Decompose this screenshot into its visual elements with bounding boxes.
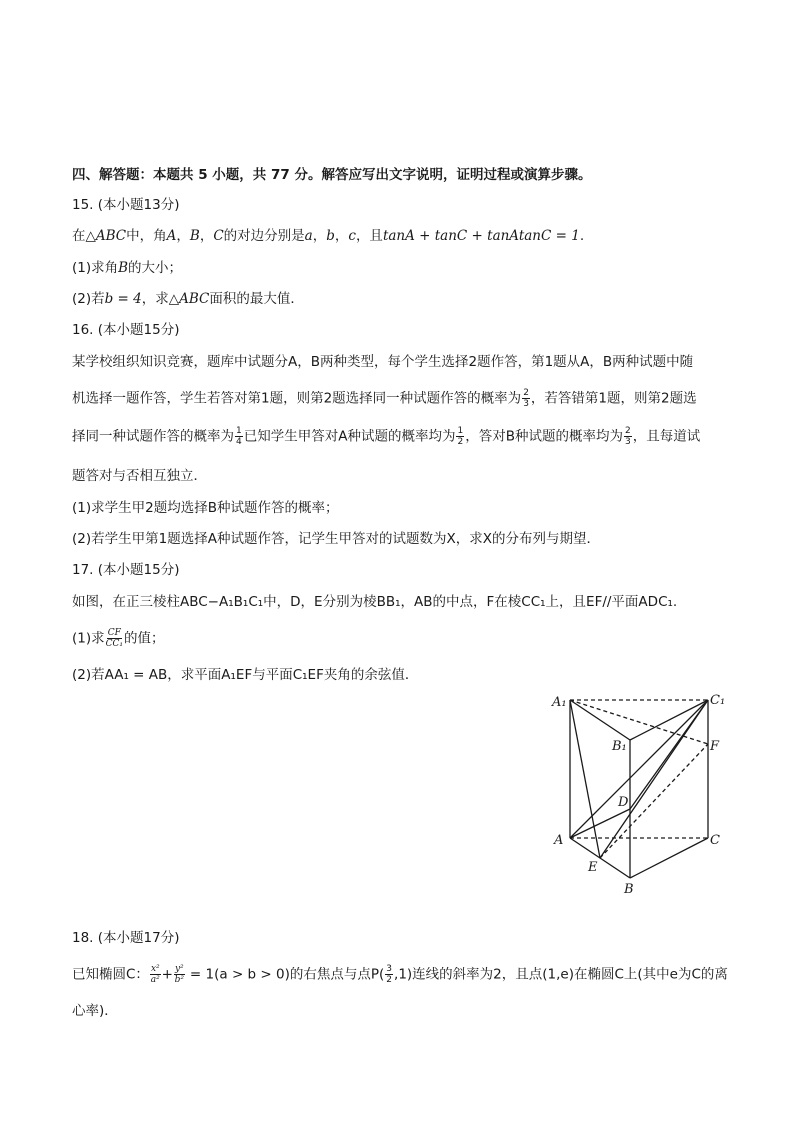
- q18-stem-cont: 心率)．: [72, 1003, 118, 1019]
- q16-header: 16. (本小题15分): [72, 322, 180, 338]
- edge-B1C1: [630, 700, 708, 740]
- q15-part2-eq: b = 4: [104, 291, 142, 307]
- frac-den: b²: [174, 975, 184, 985]
- edge-A1B1: [570, 700, 630, 740]
- q15-equation: tanA + tanC + tanAtanC = 1: [382, 228, 580, 244]
- q16-fraction: [624, 426, 632, 447]
- q15-part2-text: ，求: [141, 291, 169, 307]
- label-D: D: [618, 795, 629, 810]
- q16-line4: 题答对与否相互独立．: [72, 468, 207, 484]
- frac-den: 2: [386, 975, 393, 985]
- frac-den: 3: [523, 399, 529, 409]
- q15-stem-text: 的对边分别是: [223, 228, 305, 244]
- frac-num: CF: [107, 628, 121, 638]
- q18-header: 18. (本小题17分): [72, 930, 180, 946]
- q17-part1-text: (1)求: [72, 630, 105, 647]
- q16-fraction: [456, 426, 464, 447]
- q17-fraction: [106, 628, 123, 649]
- q16-fraction: [235, 426, 243, 447]
- frac-den: 4: [236, 437, 242, 447]
- q15-part2: [72, 289, 304, 309]
- label-C: C: [710, 833, 720, 848]
- frac-den: a²: [150, 975, 160, 985]
- q15-stem: 在△ABC中，角A，B，C的对边分别是a，b，c，且tanA + tanC + tanAtanC = 1.: [72, 228, 585, 244]
- frac-num: 2: [523, 388, 529, 398]
- q16-line1: 某学校组织知识竞赛，题库中试题分A，B两种类型，每个学生选择2题作答，第1题从A，B两种试题中随: [72, 354, 694, 370]
- frac-den: CC₁: [105, 639, 124, 649]
- q18-fraction-x: [150, 964, 161, 985]
- q16-line3-text: 已知学生甲答对A种试题的概率均为: [243, 428, 456, 445]
- label-A: A: [554, 833, 564, 848]
- label-A1: A₁: [552, 695, 567, 710]
- q15-stem-end: .: [579, 228, 585, 244]
- frac-den: 3: [624, 437, 631, 447]
- q18-stem-text: = 1(a > b > 0)的右焦点与点P(: [185, 966, 385, 983]
- line-EF: [600, 744, 708, 858]
- q16-line3-text: 择同一种试题作答的概率为: [72, 428, 234, 445]
- q16-line3-text: ，且每道试: [632, 428, 701, 445]
- frac-num: 3: [386, 964, 393, 974]
- q15-part1-var: B: [118, 260, 129, 276]
- q18-fraction-y: [174, 964, 185, 985]
- q17-part2: (2)若AA₁ = AB，求平面A₁EF与平面C₁EF夹角的余弦值．: [72, 667, 419, 683]
- q16-line3-text: ，答对B种试题的概率均为: [465, 428, 623, 445]
- q16-line2-text: 机选择一题作答，学生若答对第1题，则第2题选择同一种试题作答的概率为: [72, 390, 522, 407]
- q18-fraction-p: [385, 964, 393, 985]
- q15-part2-triangle: △ABC: [168, 291, 210, 307]
- prism-figure: [540, 680, 740, 900]
- q16-part2: (2)若学生甲第1题选择A种试题作答，记学生甲答对的试题数为X，求X的分布列与期望．: [72, 531, 600, 547]
- q15-header: 15. (本小题13分): [72, 197, 180, 213]
- q18-stem-text: ,1)连线的斜率为2，且点(1,e)在椭圆C上(其中e为C的离: [394, 966, 728, 983]
- q16-fraction: [522, 388, 530, 409]
- edge-BC: [630, 838, 708, 878]
- q15-part1-end: 的大小；: [128, 260, 183, 276]
- label-E: E: [588, 860, 598, 875]
- q17-header: 17. (本小题15分): [72, 562, 180, 578]
- q15-stem-text: 中，角: [126, 228, 167, 244]
- q16-line2-text: ，若答错第1题，则第2题选: [530, 390, 697, 407]
- label-C1: C₁: [710, 693, 726, 708]
- line-EC1: [600, 700, 708, 858]
- q17-part1: [72, 628, 165, 649]
- frac-num: x²: [150, 964, 160, 974]
- label-B: B: [624, 882, 634, 897]
- q15-part2-end: 面积的最大值．: [209, 291, 304, 307]
- frac-num: 2: [624, 426, 631, 436]
- label-F: F: [710, 739, 720, 754]
- q16-line3: [72, 426, 700, 447]
- line-AD: [570, 809, 630, 838]
- q17-part1-text: 的值；: [124, 630, 165, 647]
- frac-den: 2: [457, 437, 464, 447]
- label-B1: B₁: [612, 739, 627, 754]
- q17-stem: 如图，在正三棱柱ABC−A₁B₁C₁中，D，E分别为棱BB₁，AB的中点，F在棱CC₁上，且EF//平面ADC₁.: [72, 594, 678, 610]
- q18-stem: 已知椭圆C： $\frac{\text{x²}}{\text{a²}}$ + $\frac{\text{y²}}{\text{b²}}$ = 1(a > b > 0)的右焦点与点P( $\frac{3}{2}$ ,1)连线的斜率为2，且点(1,e)在椭圆C上(其中e为C的离: [72, 964, 728, 985]
- q16-line2: [72, 388, 697, 409]
- frac-num: 1: [457, 426, 464, 436]
- frac-num: y²: [174, 964, 184, 974]
- q15-stem-text: ，且: [355, 228, 383, 244]
- q15-stem-text: 在: [72, 228, 86, 244]
- q16-part1: (1)求学生甲2题均选择B种试题作答的概率；: [72, 500, 339, 516]
- section-heading: 四、解答题：本题共 5 小题，共 77 分。解答应写出文字说明，证明过程或演算步骤。: [72, 167, 592, 183]
- q15-part1: [72, 258, 182, 278]
- q15-part1-text: (1)求角: [72, 260, 119, 276]
- line-A1F: [570, 700, 708, 744]
- q18-stem-text: 已知椭圆C：: [72, 966, 149, 983]
- q15-triangle: △ABC: [85, 228, 127, 244]
- frac-num: 1: [236, 426, 242, 436]
- q15-part2-text: (2)若: [72, 291, 105, 307]
